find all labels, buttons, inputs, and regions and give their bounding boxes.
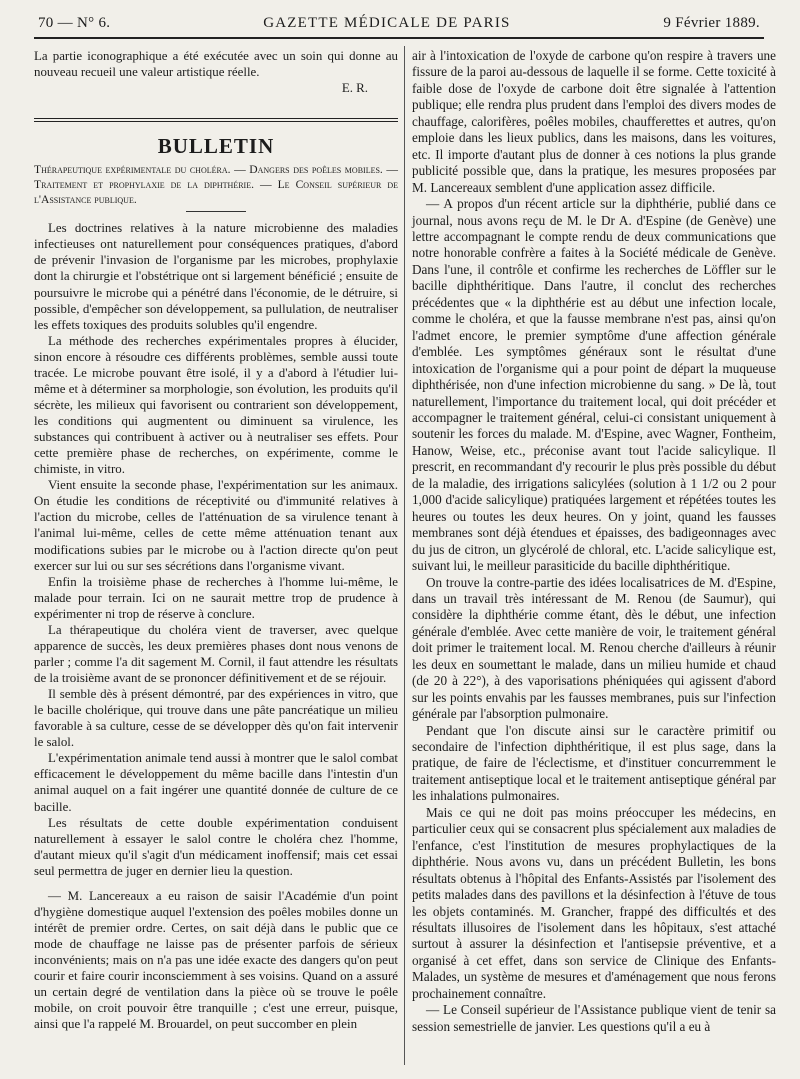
bulletin-title: BULLETIN [157, 134, 275, 159]
body-paragraph: — A propos d'un récent article sur la diphthérie, publié dans ce journal, nous avons reçu de M. le Dr A. d'Espine (de Genève) une lettre accompagnant le compte rendu de deux communications que notre honorable confrère a faites à la Société médicale de Genève. Dans l'une, il contrôle et confirme les recherches de Löffler sur le bacille diphthéritique. Dans l'autre, il conclut des recherches précédentes que « la diphthérie est au début une infection locale, comme le choléra, et que la fausse membrane n'est pas, ainsi qu'on l'admet encore, le premier symptôme d'une affection générale d'emblée. Les symptômes généraux sont le résultat d'une intoxication de l'organisme qui a pour point de départ la muqueuse diphthérisée, non d'une infection microbienne du sang. » De là, tout naturellement, l'importance du traitement local, qui doit précéder et accompagner le traitement général, celui-ci consistant uniquement à soutenir les forces du malade. M. d'Espine, avec Wagner, Fontheim, Hanow, Weise, etc., préconise avant tout l'acide salicylique. Il prescrit, en recommandant d'y recourir le plus près possible du début de la maladie, des irrigations salicylées (solution à 1 1/2 ou 2 pour 1,000 d'acide salicylique) pratiquées largement et répétées toutes les heures ou toutes les deux heures. On y joint, quand les fausses membranes sont déjà étendues et épaisses, des badigeonnages avec du jus de citron, un glycérolé de chloral, etc. L'acide salicylique est, suivant lui, le meilleur parasiticide du bacille diphthéritique. [412, 196, 776, 574]
left-column [34, 48, 398, 1032]
body-paragraph: Mais ce qui ne doit pas moins préoccuper les médecins, en particulier ceux qui se consacrent plus spécialement aux maladies de l'enfance, c'est l'institution de mesures prophylactiques de la diphthérie. Nous avons vu, dans un précédent Bulletin, les bons résultats obtenus à l'hôpital des Enfants-Assistés par l'isolement des petits malades dans des pavillons et la désinfection à l'étuve de tous les objets contaminés. M. Grancher, frappé des difficultés et des résultats illusoires de l'isolement dans les hôpitaux, s'est attaché surtout à assurer la désinfection et l'antisepsie préventive, et a organisé à cet effet, dans son service de Clinique des Enfants-Malades, un système de mesures et d'aménagement que nous ferons prochainement connaître. [412, 804, 776, 1001]
body-paragraph: Enfin la troisième phase de recherches à l'homme lui-même, le malade pour terrain. Ici on ne saurait mettre trop de prudence à expérimenter ni trop de réserve à conclure. [34, 574, 398, 621]
section-double-rule [34, 118, 398, 122]
intro-signature: E. R. [341, 81, 368, 96]
issue-date: 9 Février 1889. [663, 14, 760, 31]
body-paragraph: — M. Lancereaux a eu raison de saisir l'Académie d'un point d'hygiène domestique auquel l'extension des poêles mobiles donne un intérêt de premier ordre. Certes, on sait déjà dans le public que ce mode de chauffage ne laisse pas de présenter parfois de sérieux inconvénients; mais on n'a pas une idée exacte des dangers qu'on peut courir et faire courir inconsciemment à ses voisins. Quand on a assuré un certain degré de ventilation dans la pièce où se trouve le poêle mobile, on croit pouvoir être tranquille ; c'est une erreur, puisque, ainsi que l'a rappelé M. Brouardel, on peut succomber en plein [34, 888, 398, 1032]
paragraph-gap [34, 879, 398, 888]
body-paragraph: Les résultats de cette double expérimentation conduisent naturellement à essayer le salol contre le choléra chez l'homme, d'autant mieux qu'il s'agit d'un médicament inoffensif; mais cet essai seul permettra de juger en dernier lieu la question. [34, 815, 398, 878]
body-paragraph: — Le Conseil supérieur de l'Assistance publique vient de tenir sa session semestrielle de janvier. Les questions qu'il a eu à [412, 1002, 776, 1034]
intro-paragraph: La partie iconographique a été exécutée avec un soin qui donne au nouveau recueil une valeur artistique réelle. [34, 49, 398, 80]
body-paragraph: Les doctrines relatives à la nature microbienne des maladies infectieuses ont naturellement pour conséquences pratiques, d'abord de prévenir l'invasion de l'organisme par les microbes, prophylaxie dont la chirurgie et l'obstétrique ont si largement bénéficié ; ensuite de poursuivre le microbe qui a pénétré dans l'économie, de le détruire, si possible, d'empêcher son développement, sa pullulation, de neutraliser les effets toxiques des produits solubles qu'il engendre. [34, 221, 398, 332]
intro-block [34, 48, 398, 96]
body-paragraph: Vient ensuite la seconde phase, l'expérimentation sur les animaux. On étudie les conditions de réceptivité ou d'immunité relatives à l'action du microbe, celles de l'atténuation de sa virulence tenant à l'animal lui-même, celles de cette même atténuation tenant aux modifications subies par le microbe ou à l'action directe qu'on peut exercer sur lui ou sur ses sécrétions dans l'organisme vivant. [34, 478, 398, 573]
bulletin-summary: Thérapeutique expérimentale du choléra. — Dangers des poêles mobiles. — Traitement et prophylaxie de la diphthérie. — Le Conseil supérieur de l'Assistance publique. [34, 163, 398, 207]
summary-rule [186, 211, 246, 212]
body-paragraph: On trouve la contre-partie des idées localisatrices de M. d'Espine, dans un travail très intéressant de M. Renou (de Saumur), qui considère la diphthérie comme étant, dès le début, une infection générale d'emblée. Avec cette manière de voir, le traitement général doit primer le traitement local. M. Renou cherche d'ailleurs à réunir les deux en soumettant le malade, dans un milieu humide et chaud (de 20 à 22°), à des vaporisations phéniquées qui agissent d'abord sur les points envahis par les fausses membranes, puis sur l'infection générale par l'absorption pulmonaire. [412, 574, 776, 722]
body-paragraph: La thérapeutique du choléra vient de traverser, avec quelque apparence de succès, les deux premières phases dont nous venons de parler ; comme l'a dit sagement M. Cornil, il faut attendre les résultats de la troisième avant de se prononcer définitivement et de se réjouir. [34, 622, 398, 685]
body-paragraph: Il semble dès à présent démontré, par des expériences in vitro, que le bacille cholérique, qui trouve dans une pâte pancréatique un milieu favorable à sa culture, cesse de se développer dès qu'on fait intervenir le salol. [34, 687, 398, 750]
publication-title: GAZETTE MÉDICALE DE PARIS [263, 14, 511, 31]
body-paragraph: air à l'intoxication de l'oxyde de carbone qu'on respire à travers une fissure de la paroi au-dessous de laquelle il se forme. Cette toxicité à faible dose de l'oxyde de carbone doit être signalée à l'attention publique; elle rendra plus prudent dans l'emploi des divers modes de chauffage, calorifères, poêles mobiles, chaufferettes et autres, qu'on emploie dans les lieux publics, dans les maisons, dans les voitures, etc. Il importe d'autant plus de donner à ces notions la plus grande publicité possible que, dans la pratique, les mesures proposées par M. Lancereaux semblent d'une application assez difficile. [412, 48, 776, 195]
header-rule [34, 37, 764, 39]
page-number: 70 — N° 6. [38, 14, 111, 31]
body-paragraph: Pendant que l'on discute ainsi sur le caractère primitif ou secondaire de l'infection diphthéritique, il est plus sage, dans la pratique, de faire de l'éclectisme, et d'instituer concurremment le traitement antiseptique local et le traitement antiseptique général par les inhalations pulmonaires. [412, 722, 776, 804]
body-paragraph: La méthode des recherches expérimentales propres à élucider, sinon encore à résoudre ces différents problèmes, semble aussi toute tracée. Le microbe pouvant être isolé, il y a d'abord à l'étudier lui-même et à déterminer sa morphologie, son évolution, les produits qu'il sécrète, les milieux qui favorisent ou contrarient son développement, les conditions qui augmentent ou diminuent sa virulence, les substances qui contribuent à activer ou à neutraliser ses effets. Pour cette première phase de recherches, on expérimente, comme le chimiste, in vitro. [34, 333, 398, 477]
column-divider [404, 46, 405, 1065]
right-column [412, 48, 776, 1035]
body-paragraph: L'expérimentation animale tend aussi à montrer que le salol combat efficacement le développement du même bacille dans l'intestin d'un animal auquel on a fait ingérer une quantité donnée de culture de ce bacille. [34, 751, 398, 814]
page-header [38, 12, 760, 34]
